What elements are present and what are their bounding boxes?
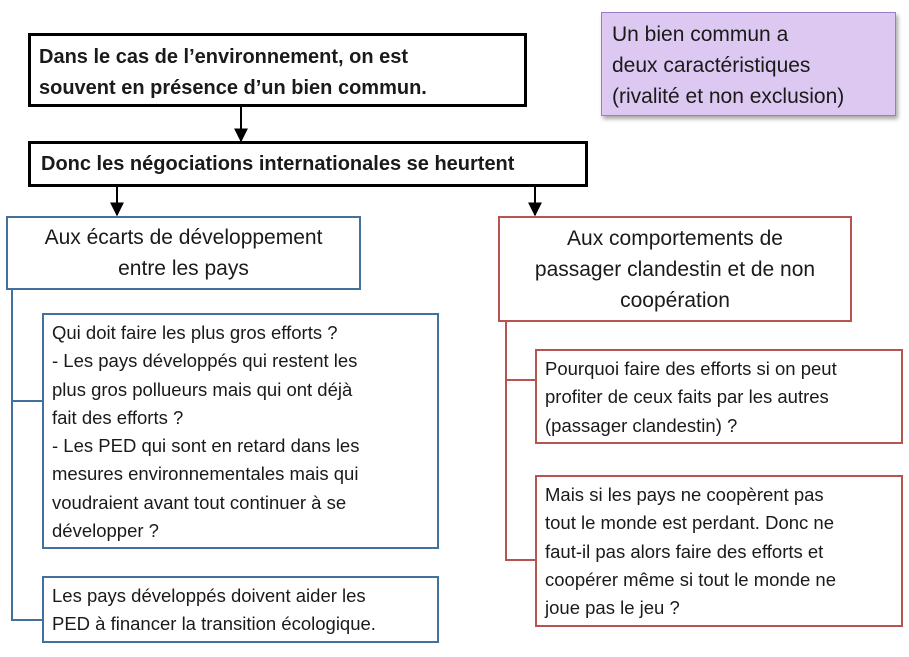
- left-title-line-2: entre les pays: [118, 257, 249, 280]
- definition-box: [601, 12, 896, 116]
- right-item-2: [535, 475, 903, 627]
- left-item-1-line: fait des efforts ?: [52, 406, 184, 428]
- right-item-2-line: faut-il pas alors faire des efforts et: [545, 540, 824, 562]
- definition-line-1: Un bien commun a: [612, 23, 789, 46]
- right-item-1-line: profiter de ceux faits par les autres: [545, 386, 829, 408]
- left-item-1-line: développer ?: [52, 520, 159, 542]
- left-item-1-line: Qui doit faire les plus gros efforts ?: [52, 322, 338, 343]
- right-item-2-line: joue pas le jeu ?: [545, 597, 680, 619]
- right-bracket-connector: [506, 322, 535, 560]
- right-item-1-line: Pourquoi faire des efforts si on peut: [545, 358, 837, 379]
- left-branch-title: [6, 216, 361, 290]
- right-item-2-line: Mais si les pays ne coopèrent pas: [545, 484, 824, 505]
- right-title-line-2: passager clandestin et de non: [534, 257, 816, 281]
- right-title-line-1: Aux comportements de: [567, 226, 783, 250]
- right-item-1-line: (passager clandestin) ?: [545, 414, 738, 436]
- left-title-line-1: Aux écarts de développement: [44, 226, 323, 249]
- left-item-1: [42, 313, 439, 549]
- left-item-1-line: - Les pays développés qui restent les: [52, 350, 358, 372]
- consequence-text: Donc les négociations internationales se heurtent: [41, 152, 515, 175]
- right-title-line-3: coopération: [620, 288, 730, 312]
- left-item-2: [42, 576, 439, 643]
- premise-box: [28, 33, 527, 107]
- right-item-2-line: tout le monde est perdant. Donc ne: [545, 512, 834, 534]
- left-item-1-line: plus gros pollueurs mais qui ont déjà: [52, 378, 353, 400]
- right-item-1: [535, 349, 903, 444]
- premise-line-2: souvent en présence d’un bien commun.: [39, 77, 427, 99]
- left-item-1-line: voudraient avant tout continuer à se: [52, 491, 347, 513]
- left-item-1-line: - Les PED qui sont en retard dans les: [52, 435, 360, 457]
- left-item-2-line: Les pays développés doivent aider les: [52, 585, 366, 606]
- right-item-2-line: coopérer même si tout le monde ne: [545, 568, 837, 590]
- premise-line-1: Dans le cas de l’environnement, on est: [39, 46, 409, 68]
- definition-line-3: (rivalité et non exclusion): [612, 85, 845, 108]
- consequence-box: [28, 141, 588, 187]
- left-item-2-line: PED à financer la transition écologique.: [52, 613, 376, 635]
- right-branch-title: [498, 216, 852, 322]
- definition-line-2: deux caractéristiques: [612, 54, 811, 77]
- left-item-1-line: mesures environnementales mais qui: [52, 463, 359, 485]
- left-bracket-connector: [12, 290, 42, 620]
